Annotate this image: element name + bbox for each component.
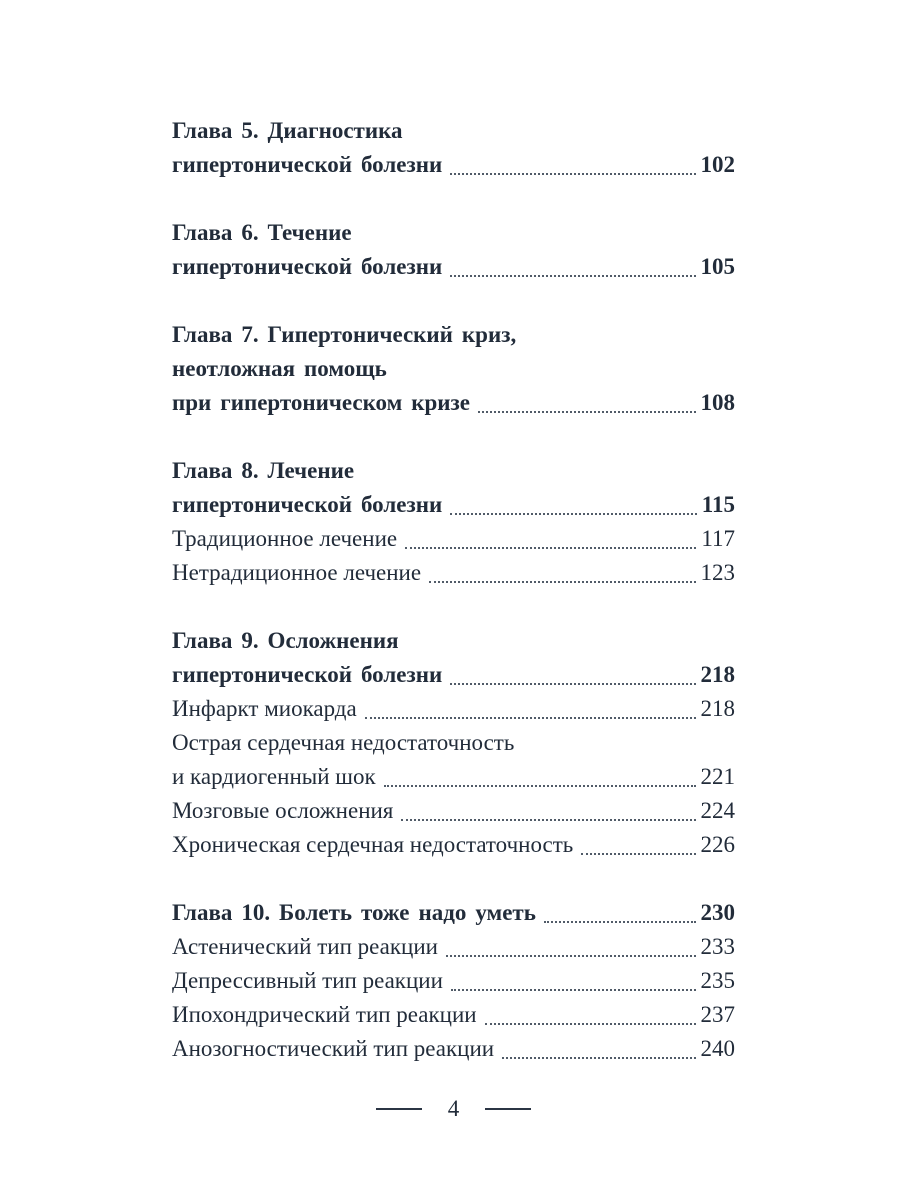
toc-title: гипертонической болезни: [172, 492, 443, 517]
toc-row: [172, 828, 735, 862]
page-number: 237: [700, 1002, 735, 1027]
toc-entry: [172, 998, 735, 1032]
toc-row: [172, 250, 735, 284]
toc-title: Анозогностический тип реакции: [172, 1036, 495, 1061]
toc-line: Глава 9. Осложнения: [172, 628, 399, 653]
page-number: 218: [700, 696, 735, 721]
footer-rule-left: [376, 1108, 422, 1110]
toc-line: неотложная помощь: [172, 356, 387, 381]
toc-entry: [172, 318, 735, 420]
toc-title: Инфаркт миокарда: [172, 696, 357, 721]
toc-title: гипертонической болезни: [172, 254, 443, 279]
footer-page-number: 4: [447, 1096, 460, 1121]
toc-row: [172, 556, 735, 590]
dot-leader: [450, 683, 695, 685]
toc-row: [172, 998, 735, 1032]
toc-title: и кардиогенный шок: [172, 764, 376, 789]
dot-leader: [478, 411, 696, 413]
toc-row: [172, 896, 735, 930]
page-number: 117: [701, 526, 735, 551]
toc-entry: [172, 692, 735, 726]
dot-leader: [544, 921, 696, 923]
dot-leader: [450, 173, 695, 175]
toc-row: [172, 488, 735, 522]
toc-title: Депрессивный тип реакции: [172, 968, 443, 993]
page-number: 235: [700, 968, 735, 993]
toc-title: Нетрадиционное лечение: [172, 560, 422, 585]
toc-row: [172, 522, 735, 556]
dot-leader: [405, 547, 696, 549]
dot-leader: [365, 717, 696, 719]
toc-row: [172, 386, 735, 420]
toc-entry: [172, 1032, 735, 1066]
page-number: 218: [700, 662, 735, 687]
toc-list: [172, 114, 735, 1066]
toc-line: Острая сердечная недостаточность: [172, 730, 515, 755]
toc-title: Хроническая сердечная недостаточность: [172, 832, 574, 857]
toc-line: Глава 7. Гипертонический криз,: [172, 322, 517, 347]
toc-line: Глава 6. Течение: [172, 220, 352, 245]
page-number: 105: [700, 254, 735, 279]
toc-entry: [172, 454, 735, 522]
page-number: 221: [700, 764, 735, 789]
toc-entry: [172, 216, 735, 284]
dot-leader: [450, 275, 695, 277]
toc-entry: [172, 828, 735, 862]
page-number: 233: [700, 934, 735, 959]
toc-entry: [172, 964, 735, 998]
page-number: 115: [701, 492, 735, 517]
toc-title: гипертонической болезни: [172, 152, 443, 177]
toc-entry: [172, 896, 735, 930]
toc-title: при гипертоническом кризе: [172, 390, 470, 415]
toc-row: [172, 930, 735, 964]
toc-row: [172, 964, 735, 998]
toc-entry: [172, 930, 735, 964]
toc-title: Мозговые осложнения: [172, 798, 394, 823]
page-number: 108: [700, 390, 735, 415]
toc-entry: [172, 522, 735, 556]
toc-title: Астенический тип реакции: [172, 934, 438, 959]
page-number: 230: [700, 900, 735, 925]
toc-title: гипертонической болезни: [172, 662, 443, 687]
toc-row: [172, 1032, 735, 1066]
toc-row: [172, 658, 735, 692]
toc-line: Глава 5. Диагностика: [172, 118, 403, 143]
page-number: 102: [700, 152, 735, 177]
toc-entry: [172, 556, 735, 590]
toc-title: Глава 10. Болеть тоже надо уметь: [172, 900, 536, 925]
page-number: 224: [700, 798, 735, 823]
toc-entry: [172, 794, 735, 828]
dot-leader: [429, 581, 695, 583]
dot-leader: [450, 513, 697, 515]
dot-leader: [401, 819, 695, 821]
page-number: 226: [700, 832, 735, 857]
toc-row: [172, 692, 735, 726]
toc-row: [172, 148, 735, 182]
toc-row: [172, 760, 735, 794]
page-number: 123: [700, 560, 735, 585]
dot-leader: [502, 1057, 695, 1059]
page-number: 240: [700, 1036, 735, 1061]
toc-title: Ипохондрический тип реакции: [172, 1002, 477, 1027]
toc-entry: [172, 624, 735, 692]
toc-entry: [172, 114, 735, 182]
dot-leader: [446, 955, 696, 957]
toc-line: Глава 8. Лечение: [172, 458, 355, 483]
dot-leader: [384, 785, 696, 787]
toc-title: Традиционное лечение: [172, 526, 398, 551]
dot-leader: [581, 853, 695, 855]
dot-leader: [485, 1023, 696, 1025]
dot-leader: [451, 989, 696, 991]
page-footer: [172, 1092, 735, 1126]
toc-entry: [172, 726, 735, 794]
footer-rule-right: [485, 1108, 531, 1110]
toc-row: [172, 794, 735, 828]
